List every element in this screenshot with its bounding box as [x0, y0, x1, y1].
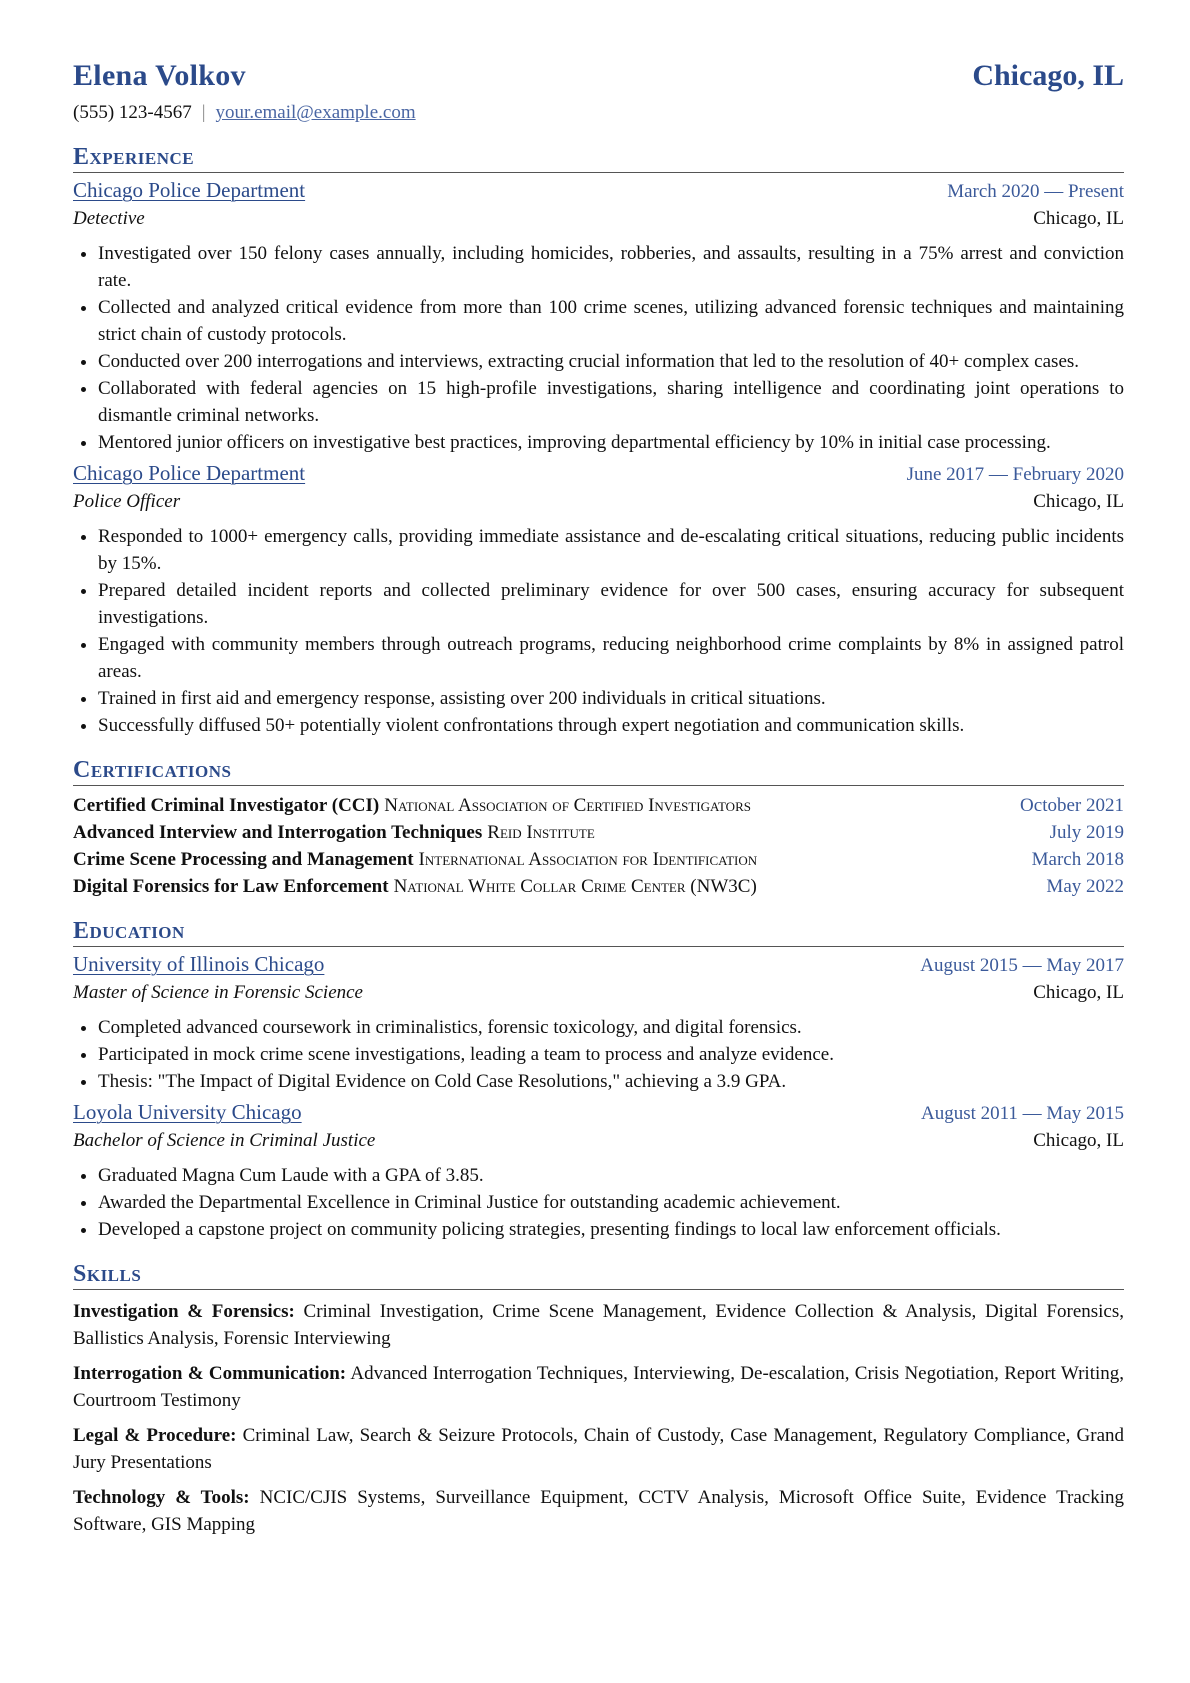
email-link[interactable]: your.email@example.com [215, 102, 416, 123]
skill-values: Advanced Interrogation Techniques, Interviewing, De-escalation, Crisis Negotiation, Report Writing, Courtroom Testimony [73, 1363, 1124, 1411]
certification-name: Advanced Interview and Interrogation Techniques [73, 822, 483, 843]
job-location: Chicago, IL [1033, 208, 1124, 229]
certification-name: Certified Criminal Investigator (CCI) [73, 795, 380, 816]
certification-row [73, 846, 1124, 873]
candidate-location: Chicago, IL [972, 59, 1124, 92]
bullet-list [73, 1014, 1124, 1095]
section-title-experience: Experience [73, 142, 1124, 173]
education-entry [73, 1099, 1124, 1243]
skill-category: Legal & Procedure: [73, 1425, 237, 1446]
certification-issuer: Reid Institute [487, 822, 595, 843]
bullet-item: • Collaborated with federal agencies on 15 high-profile investigations, sharing intelligence and coordinating joint operations to dismantle criminal networks. [98, 375, 1124, 429]
bullet-item: • Successfully diffused 50+ potentially violent confrontations through expert negotiation and communication skills. [98, 712, 1124, 739]
skill-values: Criminal Law, Search & Seizure Protocols, Chain of Custody, Case Management, Regulatory Compliance, Grand Jury Presentations [73, 1425, 1125, 1473]
employment-dates: June 2017 — February 2020 [906, 464, 1124, 485]
education-dates: August 2015 — May 2017 [920, 955, 1124, 976]
job-title: Police Officer [73, 491, 181, 512]
skill-category: Technology & Tools: [73, 1487, 250, 1508]
certification-name: Digital Forensics for Law Enforcement [73, 876, 389, 897]
employer-link[interactable]: Chicago Police Department [73, 461, 306, 485]
resume-page [73, 59, 1125, 1538]
bullet-item: • Mentored junior officers on investigative best practices, improving departmental efficiency by 10% in initial case processing. [98, 429, 1124, 456]
employment-dates: March 2020 — Present [947, 181, 1124, 202]
bullet-item: • Completed advanced coursework in criminalistics, forensic toxicology, and digital forensics. [98, 1014, 1124, 1041]
bullet-item: • Prepared detailed incident reports and collected preliminary evidence for over 500 cases, ensuring accuracy for subsequent investigations. [98, 577, 1124, 631]
bullet-list [73, 240, 1124, 456]
certification-issuer: National White Collar Crime Center (NW3C) [393, 876, 757, 897]
skills-list [73, 1298, 1124, 1538]
certification-issuer: International Association for Identification [418, 849, 758, 870]
certification-row [73, 819, 1124, 846]
bullet-item: • Awarded the Departmental Excellence in Criminal Justice for outstanding academic achievement. [98, 1189, 1124, 1216]
section-title-education: Education [73, 916, 1124, 947]
certification-row [73, 873, 1124, 900]
bullet-item: • Trained in first aid and emergency response, assisting over 200 individuals in critical situations. [98, 685, 1124, 712]
bullet-item: • Thesis: "The Impact of Digital Evidence on Cold Case Resolutions," achieving a 3.9 GPA. [98, 1068, 1124, 1095]
certification-date: May 2022 [1046, 876, 1124, 897]
experience-entry [73, 177, 1124, 456]
skill-row [73, 1422, 1124, 1476]
phone-number: (555) 123-4567 [73, 102, 192, 123]
bullet-list [73, 523, 1124, 739]
bullet-item: • Graduated Magna Cum Laude with a GPA of 3.85. [98, 1162, 1124, 1189]
education-dates: August 2011 — May 2015 [920, 1103, 1124, 1124]
certification-list [73, 792, 1124, 900]
experience-entry [73, 460, 1124, 739]
certification-date: July 2019 [1049, 822, 1124, 843]
employer-link[interactable]: Chicago Police Department [73, 178, 306, 202]
degree-title: Master of Science in Forensic Science [73, 982, 363, 1003]
contact-separator: | [201, 102, 206, 123]
job-title: Detective [73, 208, 145, 229]
education-location: Chicago, IL [1033, 982, 1124, 1003]
certification-issuer: National Association of Certified Investigators [384, 795, 751, 816]
education-location: Chicago, IL [1033, 1130, 1124, 1151]
skill-values: Criminal Investigation, Crime Scene Management, Evidence Collection & Analysis, Digital Forensics, Ballistics Analysis, Forensic Interviewing [73, 1301, 1124, 1349]
bullet-item: • Collected and analyzed critical evidence from more than 100 crime scenes, utilizing advanced forensic techniques and maintaining strict chain of custody protocols. [98, 294, 1124, 348]
candidate-name: Elena Volkov [73, 59, 246, 92]
bullet-item: • Conducted over 200 interrogations and interviews, extracting crucial information that led to the resolution of 40+ complex cases. [98, 348, 1124, 375]
institution-link[interactable]: Loyola University Chicago [73, 1100, 302, 1124]
bullet-item: • Developed a capstone project on community policing strategies, presenting findings to local law enforcement officials. [98, 1216, 1124, 1243]
certification-date: March 2018 [1031, 849, 1124, 870]
education-entry [73, 951, 1124, 1095]
bullet-item: • Engaged with community members through outreach programs, reducing neighborhood crime complaints by 8% in assigned patrol areas. [98, 631, 1124, 685]
job-location: Chicago, IL [1033, 491, 1124, 512]
skill-values: NCIC/CJIS Systems, Surveillance Equipment, CCTV Analysis, Microsoft Office Suite, Evidence Tracking Software, GIS Mapping [73, 1487, 1125, 1535]
certification-row [73, 792, 1124, 819]
contact-line [73, 99, 1124, 126]
institution-link[interactable]: University of Illinois Chicago [73, 952, 325, 976]
certification-name: Crime Scene Processing and Management [73, 849, 414, 870]
resume-header [73, 59, 1124, 92]
bullet-item: • Participated in mock crime scene investigations, leading a team to process and analyze evidence. [98, 1041, 1124, 1068]
bullet-item: • Responded to 1000+ emergency calls, providing immediate assistance and de-escalating critical situations, reducing public incidents by 15%. [98, 523, 1124, 577]
section-title-certifications: Certifications [73, 755, 1124, 786]
bullet-list [73, 1162, 1124, 1243]
skill-row [73, 1484, 1124, 1538]
skill-row [73, 1360, 1124, 1414]
skill-category: Investigation & Forensics: [73, 1301, 295, 1322]
section-title-skills: Skills [73, 1259, 1124, 1290]
skill-row [73, 1298, 1124, 1352]
degree-title: Bachelor of Science in Criminal Justice [73, 1130, 376, 1151]
bullet-item: • Investigated over 150 felony cases annually, including homicides, robberies, and assaults, resulting in a 75% arrest and conviction rate. [98, 240, 1124, 294]
skill-category: Interrogation & Communication: [73, 1363, 347, 1384]
certification-date: October 2021 [1020, 795, 1124, 816]
